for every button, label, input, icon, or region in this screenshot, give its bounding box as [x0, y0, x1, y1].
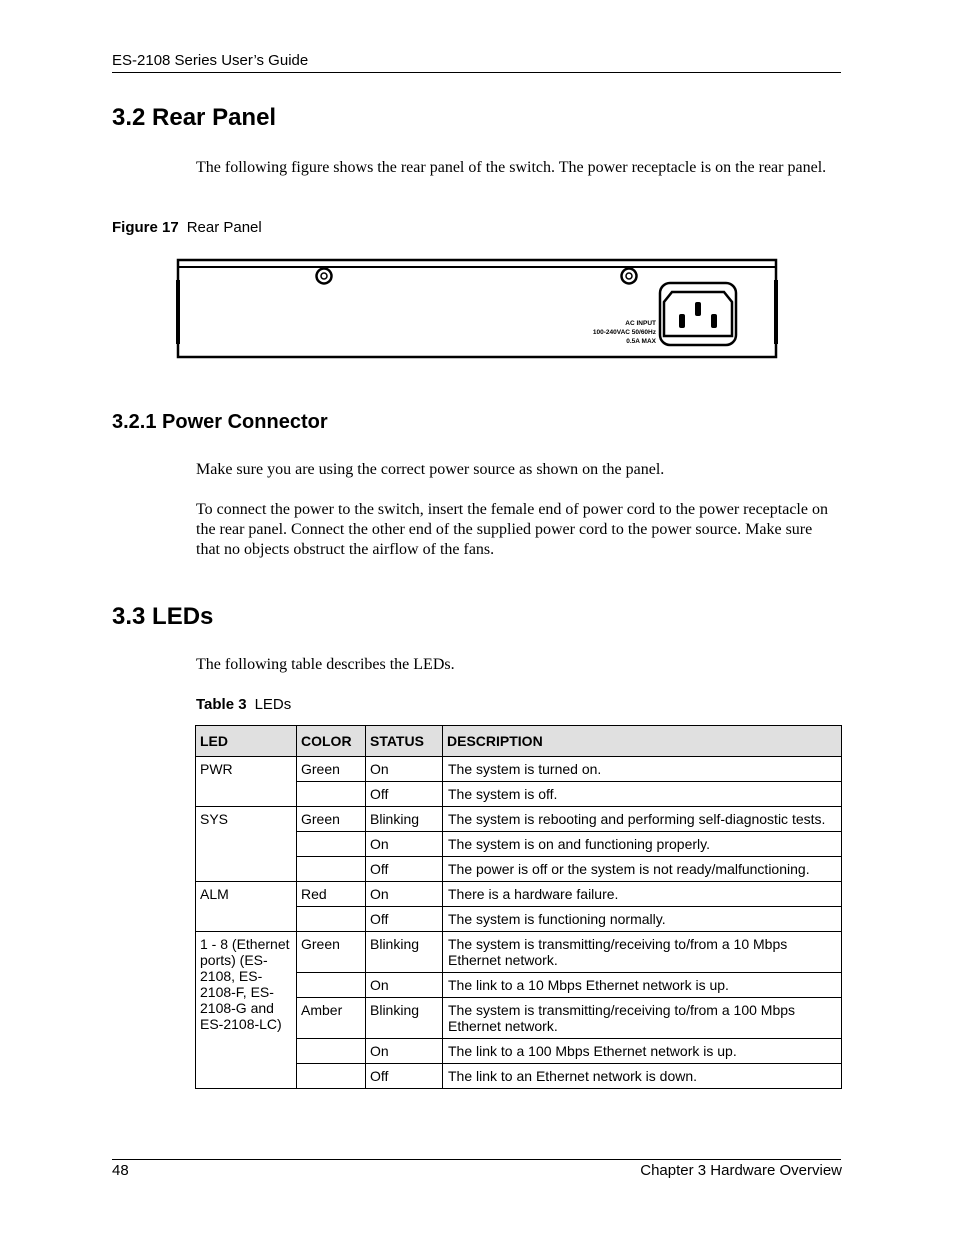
panel-label-line: AC INPUT [625, 320, 656, 327]
description-cell: The system is functioning normally. [443, 907, 842, 932]
description-cell: The system is transmitting/receiving to/from a 100 Mbps Ethernet network. [443, 998, 842, 1039]
color-cell [297, 1064, 366, 1089]
panel-label-line: 0.5A MAX [626, 338, 656, 345]
section-heading-leds: 3.3 LEDs [112, 603, 214, 630]
description-cell: The link to an Ethernet network is down. [443, 1064, 842, 1089]
leds-paragraph: The following table describes the LEDs. [196, 656, 455, 673]
color-cell: Green [297, 932, 366, 973]
description-cell: The link to a 10 Mbps Ethernet network is up. [443, 973, 842, 998]
table-row [196, 807, 842, 832]
description-cell: The link to a 100 Mbps Ethernet network is up. [443, 1039, 842, 1064]
figure-label: Figure 17 [112, 219, 179, 236]
chapter-footer: Chapter 3 Hardware Overview [640, 1162, 842, 1179]
column-header-description: DESCRIPTION [443, 726, 842, 757]
led-cell: SYS [196, 807, 297, 882]
column-header-status: STATUS [366, 726, 443, 757]
table-row [196, 882, 842, 907]
table-header-row [196, 726, 842, 757]
color-cell: Green [297, 807, 366, 832]
color-cell [297, 973, 366, 998]
description-cell: The system is turned on. [443, 757, 842, 782]
ac-power-receptacle-icon [660, 283, 736, 345]
color-cell [297, 832, 366, 857]
color-cell: Green [297, 757, 366, 782]
section-heading-rear-panel: 3.2 Rear Panel [112, 104, 277, 131]
status-cell: Off [366, 907, 443, 932]
status-cell: On [366, 1039, 443, 1064]
table-title: LEDs [254, 696, 292, 713]
status-cell: On [366, 973, 443, 998]
leds-table [195, 725, 842, 1089]
status-cell: On [366, 832, 443, 857]
table-label: Table 3 [196, 696, 247, 713]
led-cell: ALM [196, 882, 297, 932]
column-header-color: COLOR [297, 726, 366, 757]
column-header-led: LED [196, 726, 297, 757]
status-cell: Off [366, 782, 443, 807]
header-rule [112, 72, 841, 73]
color-cell [297, 907, 366, 932]
status-cell: Blinking [366, 932, 443, 973]
description-cell: The system is transmitting/receiving to/from a 10 Mbps Ethernet network. [443, 932, 842, 973]
status-cell: Blinking [366, 998, 443, 1039]
color-cell [297, 1039, 366, 1064]
color-cell: Red [297, 882, 366, 907]
led-cell: PWR [196, 757, 297, 807]
status-cell: On [366, 882, 443, 907]
description-cell: The system is on and functioning properly. [443, 832, 842, 857]
status-cell: On [366, 757, 443, 782]
led-cell: 1 - 8 (Ethernet ports) (ES-2108, ES-2108-F, ES-2108-G and ES-2108-LC) [196, 932, 297, 1089]
color-cell [297, 782, 366, 807]
power-paragraph-2: To connect the power to the switch, insert the female end of power cord to the power receptacle on the rear panel. Connect the other end of the supplied power cord to the power source. Make sure that no objects obstruct the airflow of the fans. [196, 501, 828, 558]
color-cell [297, 857, 366, 882]
page-number: 48 [112, 1162, 129, 1179]
color-cell: Amber [297, 998, 366, 1039]
table-caption [196, 696, 291, 713]
description-cell: The power is off or the system is not ready/malfunctioning. [443, 857, 842, 882]
status-cell: Blinking [366, 807, 443, 832]
status-cell: Off [366, 1064, 443, 1089]
table-row [196, 757, 842, 782]
rear-panel-paragraph: The following figure shows the rear panel of the switch. The power receptacle is on the rear panel. [196, 159, 827, 176]
description-cell: The system is rebooting and performing self-diagnostic tests. [443, 807, 842, 832]
section-heading-power-connector: 3.2.1 Power Connector [112, 411, 328, 433]
rear-panel-figure [176, 258, 778, 359]
running-header: ES-2108 Series User’s Guide [112, 52, 309, 69]
power-paragraph-1: Make sure you are using the correct power source as shown on the panel. [196, 461, 665, 478]
footer-rule [112, 1159, 841, 1160]
status-cell: Off [366, 857, 443, 882]
figure-title: Rear Panel [186, 219, 262, 236]
panel-label-line: 100-240VAC 50/60Hz [592, 329, 656, 336]
table-row [196, 932, 842, 973]
description-cell: The system is off. [443, 782, 842, 807]
description-cell: There is a hardware failure. [443, 882, 842, 907]
figure-caption [112, 219, 262, 236]
